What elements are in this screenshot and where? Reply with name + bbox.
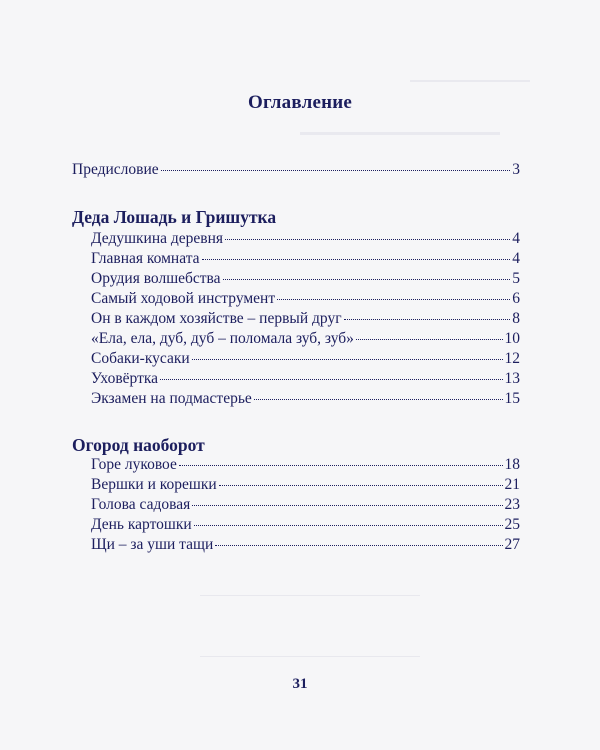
toc-entry-page: 6	[512, 290, 520, 307]
toc-entry[interactable]	[91, 495, 520, 515]
dot-leader	[160, 379, 502, 380]
toc-entry[interactable]	[91, 229, 520, 249]
toc-entry-page: 25	[504, 516, 520, 533]
toc-entry-label: Горе луковое	[91, 456, 177, 473]
section-heading-ogorod-naoborot: Огород наоборот	[72, 435, 205, 455]
toc-entry-page: 13	[504, 370, 520, 387]
toc-entry-page: 12	[504, 350, 520, 367]
toc-entry-page: 10	[504, 330, 520, 347]
toc-entry[interactable]	[91, 289, 520, 309]
toc-entry-label: Голова садовая	[91, 496, 191, 513]
dot-leader	[194, 525, 503, 526]
toc-entry-page: 27	[504, 536, 520, 553]
toc-entry-label: Главная комната	[91, 250, 200, 267]
toc-entry[interactable]	[91, 329, 520, 349]
toc-entry-page: 23	[504, 496, 520, 513]
dot-leader	[254, 399, 503, 400]
toc-entry-page: 8	[512, 310, 520, 327]
dot-leader	[161, 170, 511, 171]
toc-entry-preface[interactable]	[72, 160, 520, 180]
toc-entry-page: 3	[512, 161, 520, 178]
toc-entry-label: Щи – за уши тащи	[91, 536, 214, 553]
bleed-through-3	[200, 595, 420, 657]
toc-entry[interactable]	[91, 475, 520, 495]
page-number: 31	[292, 676, 308, 692]
toc-entry-page: 5	[512, 270, 520, 287]
bleed-through-1	[410, 68, 530, 82]
toc-entry[interactable]	[91, 369, 520, 389]
toc-entry-label: Он в каждом хозяйстве – первый друг	[91, 310, 342, 327]
dot-leader	[219, 485, 503, 486]
dot-leader	[192, 359, 503, 360]
dot-leader	[356, 339, 503, 340]
toc-entry-page: 21	[504, 476, 520, 493]
toc-entry-label: Экзамен на подмастерье	[91, 390, 252, 407]
bleed-through-2	[300, 118, 500, 135]
section-heading-deda-loshad: Деда Лошадь и Гришутка	[72, 207, 277, 227]
toc-entry[interactable]	[91, 389, 520, 409]
dot-leader	[192, 505, 502, 506]
dot-leader	[179, 465, 503, 466]
dot-leader	[277, 299, 510, 300]
dot-leader	[223, 279, 511, 280]
toc-entry-label: Дедушкина деревня	[91, 230, 224, 247]
toc-entry-label: Собаки-кусаки	[91, 350, 190, 367]
page-title: Оглавление	[247, 92, 353, 113]
toc-entry-label: Уховёртка	[91, 370, 159, 387]
toc-entry-label: «Ела, ела, дуб, дуб – поломала зуб, зуб»	[91, 330, 354, 347]
dot-leader	[215, 545, 502, 546]
dot-leader	[344, 319, 511, 320]
toc-entry[interactable]	[91, 349, 520, 369]
toc-entry[interactable]	[91, 535, 520, 555]
toc-entry-page: 4	[512, 230, 520, 247]
dot-leader	[202, 259, 511, 260]
toc-entry-label: Вершки и корешки	[91, 476, 217, 493]
toc-entry-label: День картошки	[91, 516, 192, 533]
toc-entry-label: Предисловие	[72, 161, 159, 178]
toc-entry-page: 18	[504, 456, 520, 473]
dot-leader	[225, 239, 510, 240]
toc-entry-page: 15	[504, 390, 520, 407]
toc-entry[interactable]	[91, 269, 520, 289]
toc-entry[interactable]	[91, 249, 520, 269]
toc-entry[interactable]	[91, 515, 520, 535]
toc-entry-label: Самый ходовой инструмент	[91, 290, 276, 307]
toc-entry-page: 4	[512, 250, 520, 267]
toc-entry-label: Орудия волшебства	[91, 270, 221, 287]
toc-entry[interactable]	[91, 455, 520, 475]
toc-entry[interactable]	[91, 309, 520, 329]
